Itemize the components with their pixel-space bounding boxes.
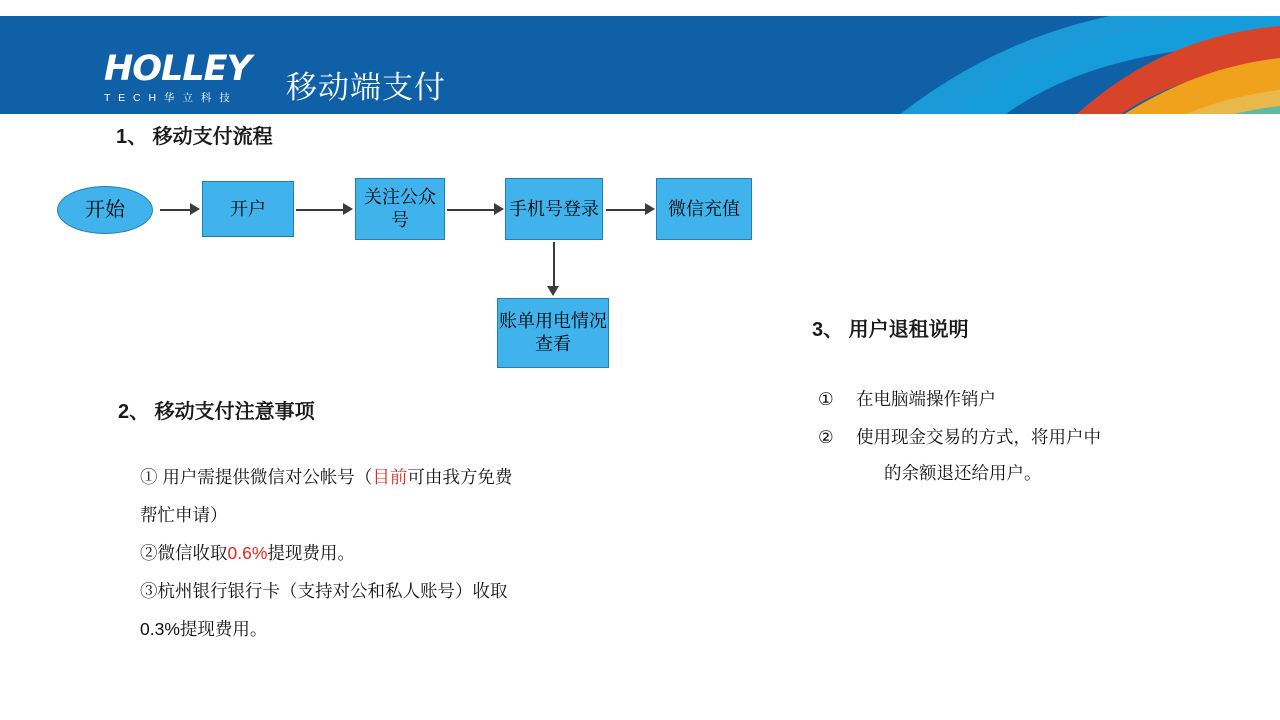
payment-flow-diagram [0, 0, 800, 390]
section-3-heading: 3、 用户退租说明 [812, 319, 969, 341]
section-2-line-1-b: 可由我方免费 [407, 467, 513, 487]
section-2-heading: 2、 移动支付注意事项 [118, 401, 315, 423]
section-2-line-3-cont: 0.3%提现费用。 [140, 619, 268, 639]
section-3-item-2-text-cont: 的余额退还给用户。 [884, 463, 1042, 483]
section-3-item-2-number: ② [818, 427, 834, 447]
flow-arrow-5-head [547, 286, 559, 296]
flow-node-phone-login: 手机号登录 [505, 178, 603, 240]
flow-arrow-4-head [645, 203, 655, 215]
flow-arrow-1-head [190, 203, 200, 215]
section-2-line-2 [140, 534, 355, 572]
header-decoration [760, 16, 1280, 114]
flow-node-start: 开始 [57, 186, 153, 234]
section-2-line-1-highlight: 目前 [372, 467, 408, 487]
section-3-item-1-text: 在电脑端操作销户 [856, 389, 996, 409]
flow-node-follow-official: 关注公众号 [355, 178, 445, 240]
section-2-line-1-cont: 帮忙申请） [140, 505, 228, 525]
page-title: 移动端支付 [286, 70, 446, 105]
flow-arrow-2-line [296, 209, 344, 211]
flow-arrow-3-head [494, 203, 504, 215]
flow-arrow-4-line [606, 209, 646, 211]
flow-node-wechat-recharge: 微信充值 [656, 178, 752, 240]
flow-arrow-5-line [553, 242, 555, 288]
flow-arrow-2-head [343, 203, 353, 215]
logo-subtext: T E C H 华 立 科 技 [104, 92, 233, 104]
section-2-line-2-a: ②微信收取 [140, 543, 228, 563]
section-3-item-1-number: ① [818, 389, 834, 409]
flow-arrow-1-line [160, 209, 192, 211]
section-2-line-1 [140, 458, 512, 496]
section-3-item-2-text: 使用现金交易的方式，将用户中 [856, 427, 1101, 447]
section-2-line-2-b: 提现费用。 [267, 543, 355, 563]
section-2-line-1-a: ① 用户需提供微信对公帐号（ [140, 467, 373, 487]
logo-wordmark: HOLLEY [104, 49, 251, 89]
flow-node-bill-check: 账单用电情况查看 [497, 298, 609, 368]
section-2-line-3: ③杭州银行银行卡（支持对公和私人账号）收取 [140, 581, 508, 601]
section-2-line-2-highlight: 0.6% [227, 543, 268, 563]
flow-node-open-account: 开户 [202, 181, 294, 237]
flow-arrow-3-line [447, 209, 495, 211]
section-1-heading: 1、 移动支付流程 [116, 126, 273, 148]
